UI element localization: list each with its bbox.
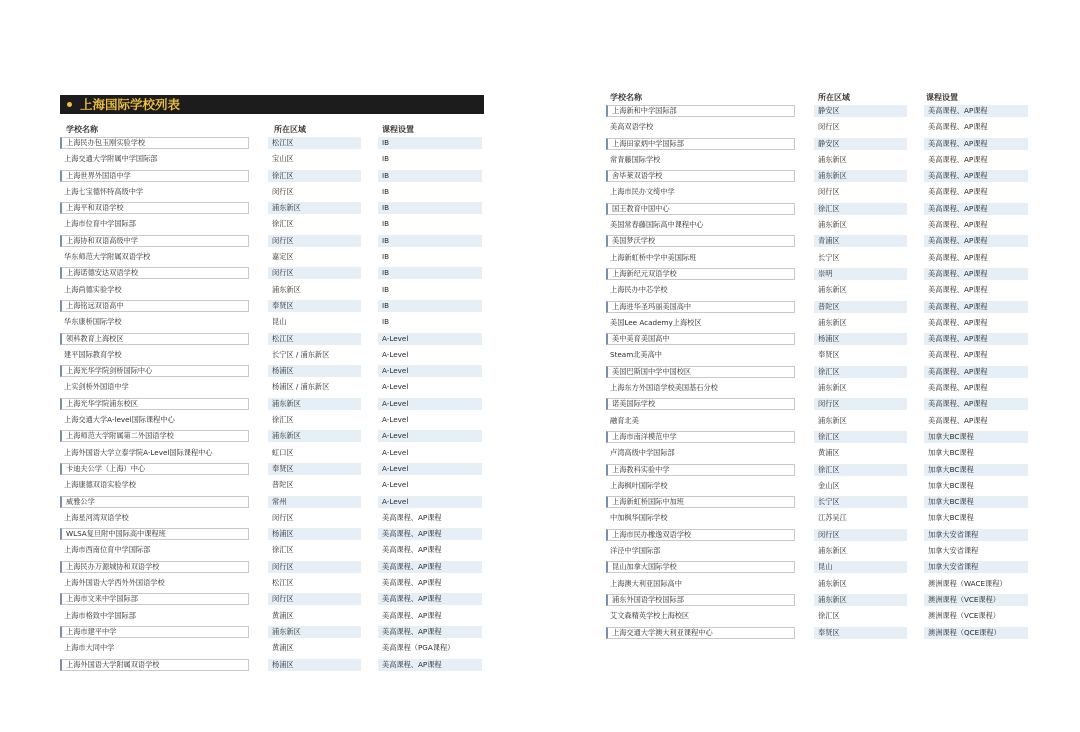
school-name: 上海新虹桥中学中美国际班	[610, 252, 697, 262]
school-course: A-Level	[382, 447, 409, 457]
left-header-row	[60, 124, 484, 136]
table-row	[606, 104, 1030, 120]
table-row	[60, 332, 484, 348]
table-row	[60, 364, 484, 380]
school-area: 浦东新区	[818, 546, 847, 556]
school-course: 美高课程、AP课程	[924, 105, 1028, 117]
school-course: IB	[382, 154, 390, 164]
school-course: 加拿大BC课程	[924, 464, 1028, 476]
school-course: 美高课程（PGA课程）	[382, 643, 455, 653]
table-row	[60, 641, 484, 657]
school-course: 美高课程、AP课程	[928, 187, 988, 197]
school-course: 加拿大BC课程	[928, 513, 974, 523]
school-area: 松江区	[268, 333, 361, 345]
school-name: 上海市格致中学国际部	[64, 610, 136, 620]
table-row	[60, 397, 484, 413]
school-name: 上海市大同中学	[64, 643, 115, 653]
school-name: 上海市建平中学	[60, 626, 249, 638]
table-row	[60, 217, 484, 233]
table-row	[60, 576, 484, 592]
school-area: 虹口区	[272, 447, 294, 457]
school-area: 闵行区	[814, 398, 907, 410]
table-row	[606, 251, 1030, 267]
table-row	[606, 137, 1030, 153]
right-rows	[606, 104, 1030, 642]
school-area: 闵行区	[818, 187, 840, 197]
school-course: 美高课程、AP课程	[928, 122, 988, 132]
school-area: 奉贤区	[268, 463, 361, 475]
school-name: 上海世界外国语中学	[60, 170, 249, 182]
school-area: 闵行区	[268, 593, 361, 605]
school-course: A-Level	[378, 398, 482, 410]
school-name: 上实剑桥外国语中学	[64, 382, 129, 392]
table-row	[606, 381, 1030, 397]
school-area: 闵行区	[268, 267, 361, 279]
school-name: 威雅公学	[60, 496, 249, 508]
school-name: 洋泾中学国际部	[610, 546, 661, 556]
table-row	[60, 299, 484, 315]
school-area: 浦东新区	[818, 154, 847, 164]
school-name: 上海康德双语实验学校	[64, 480, 136, 490]
header-course: 课程设置	[926, 93, 958, 102]
table-row	[606, 626, 1030, 642]
school-name: 上海民办包玉刚实验学校	[60, 137, 249, 149]
school-course: A-Level	[382, 480, 409, 490]
school-area: 崇明	[814, 268, 907, 280]
school-name: 美国巴斯国中学中国校区	[606, 366, 795, 378]
school-course: 美高课程、AP课程	[928, 317, 988, 327]
list-title-bar	[60, 95, 484, 114]
school-course: A-Level	[378, 333, 482, 345]
school-area: 闵行区	[268, 235, 361, 247]
header-area: 所在区域	[274, 125, 306, 134]
school-name: 上海外国语大学西外外国语学校	[64, 578, 165, 588]
school-course: IB	[378, 202, 482, 214]
list-title: 上海国际学校列表	[80, 97, 181, 112]
school-area: 浦东新区	[814, 170, 907, 182]
school-name: 领科教育上海校区	[60, 333, 249, 345]
school-area: 黄浦区	[818, 448, 840, 458]
school-name: 上海外国语大学立泰学院A-Level国际课程中心	[64, 447, 213, 457]
school-area: 浦东新区	[814, 594, 907, 606]
table-row	[606, 120, 1030, 136]
table-row	[606, 560, 1030, 576]
school-course: 美高课程、AP课程	[378, 626, 482, 638]
school-course: IB	[378, 267, 482, 279]
school-course: IB	[378, 137, 482, 149]
table-row	[606, 528, 1030, 544]
school-name: 上海铭远双语高中	[60, 300, 249, 312]
header-school-name: 学校名称	[66, 125, 98, 134]
school-name: 上海民办万源城协和双语学校	[60, 561, 249, 573]
school-name: 上海市位育中学国际部	[64, 219, 136, 229]
bullet-dot-icon	[67, 102, 72, 107]
school-course: 美高课程、AP课程	[928, 285, 988, 295]
school-area: 浦东新区	[818, 285, 847, 295]
school-area: 普陀区	[814, 301, 907, 313]
school-name: 上海新纪元双语学校	[606, 268, 795, 280]
table-row	[606, 202, 1030, 218]
school-course: 美高课程、AP课程	[378, 593, 482, 605]
school-course: IB	[382, 317, 390, 327]
school-name: 建平国际教育学校	[64, 349, 122, 359]
school-name: 常青藤国际学校	[610, 154, 661, 164]
school-course: IB	[382, 186, 390, 196]
school-name: 上海市文来中学国际部	[60, 593, 249, 605]
right-header-row	[606, 92, 1030, 104]
school-name: Steam北美高中	[610, 350, 662, 360]
school-name: 中加枫华国际学校	[610, 513, 668, 523]
table-row	[60, 658, 484, 674]
school-name: 舍毕莱双语学校	[606, 170, 795, 182]
school-course: 美高课程、AP课程	[928, 154, 988, 164]
school-area: 浦东新区	[818, 415, 847, 425]
school-course: 美高课程、AP课程	[924, 301, 1028, 313]
school-area: 长宁区	[818, 252, 840, 262]
table-row	[60, 429, 484, 445]
school-area: 青浦区	[814, 235, 907, 247]
school-name: 上海市民办文绮中学	[610, 187, 675, 197]
school-name: 上海新和中学国际部	[606, 105, 795, 117]
school-course: 美高课程、AP课程	[378, 561, 482, 573]
school-name: 上海交通大学附属中学国际部	[64, 154, 158, 164]
table-row	[606, 446, 1030, 462]
school-area: 徐汇区	[272, 219, 294, 229]
school-name: 上海外国语大学附属双语学校	[60, 659, 249, 671]
school-name: 融育北美	[610, 415, 639, 425]
header-school-name: 学校名称	[610, 93, 642, 102]
school-area: 杨浦区	[268, 659, 361, 671]
school-course: 澳洲课程（VCE课程）	[924, 594, 1028, 606]
table-row	[606, 463, 1030, 479]
school-name: 上海平和双语学校	[60, 202, 249, 214]
table-row	[60, 380, 484, 396]
table-row	[606, 234, 1030, 250]
school-course: 美高课程、AP课程	[928, 415, 988, 425]
school-area: 徐汇区	[272, 415, 294, 425]
table-row	[60, 201, 484, 217]
school-area: 浦东新区	[818, 220, 847, 230]
school-name: 上海民办中芯学校	[610, 285, 668, 295]
school-course: 加拿大安省课程	[928, 546, 979, 556]
table-row	[60, 136, 484, 152]
school-course: A-Level	[382, 382, 409, 392]
school-name: WLSA复旦附中国际高中课程班	[60, 528, 249, 540]
school-name: 上海市西南位育中学国际部	[64, 545, 151, 555]
table-row	[606, 300, 1030, 316]
table-row	[60, 446, 484, 462]
school-course: IB	[382, 252, 390, 262]
school-area: 黄浦区	[272, 643, 294, 653]
school-name: 上海师范大学附属第二外国语学校	[60, 430, 249, 442]
table-row	[606, 544, 1030, 560]
school-course: 美高课程、AP课程	[382, 578, 442, 588]
table-row	[606, 365, 1030, 381]
school-name: 昆山加拿大国际学校	[606, 561, 795, 573]
school-area: 闵行区	[818, 122, 840, 132]
school-area: 松江区	[268, 137, 361, 149]
school-name: 上海澳大利亚国际高中	[610, 578, 682, 588]
school-course: IB	[382, 219, 390, 229]
school-area: 杨浦区 / 浦东新区	[272, 382, 330, 392]
school-course: 加拿大BC课程	[928, 480, 974, 490]
school-name: 国王教育中国中心	[606, 203, 795, 215]
table-row	[606, 153, 1030, 169]
table-row	[606, 511, 1030, 527]
school-area: 徐汇区	[272, 545, 294, 555]
school-area: 浦东新区	[818, 317, 847, 327]
school-name: 美国常春藤国际高中课程中心	[610, 220, 704, 230]
school-course: 加拿大BC课程	[924, 431, 1028, 443]
school-area: 昆山	[272, 317, 287, 327]
school-course: 美高课程、AP课程	[924, 203, 1028, 215]
table-row	[60, 511, 484, 527]
table-row	[60, 609, 484, 625]
school-area: 浦东新区	[268, 202, 361, 214]
school-area: 浦东新区	[268, 626, 361, 638]
school-course: 澳洲课程（QCE课程）	[924, 627, 1028, 639]
school-course: 美高课程、AP课程	[382, 512, 442, 522]
school-name: 美中美育美国高中	[606, 333, 795, 345]
right-table	[606, 92, 1030, 642]
school-area: 浦东新区	[268, 430, 361, 442]
school-area: 徐汇区	[818, 611, 840, 621]
school-name: 诺美国际学校	[606, 398, 795, 410]
table-row	[60, 169, 484, 185]
left-rows	[60, 136, 484, 674]
school-area: 徐汇区	[814, 464, 907, 476]
school-area: 常州	[268, 496, 361, 508]
school-name: 卡迪夫公学（上海）中心	[60, 463, 249, 475]
school-course: A-Level	[382, 349, 409, 359]
table-row	[60, 152, 484, 168]
school-name: 美国Lee Academy上海校区	[610, 317, 702, 327]
table-row	[606, 479, 1030, 495]
table-row	[606, 414, 1030, 430]
school-course: IB	[378, 235, 482, 247]
table-row	[606, 185, 1030, 201]
school-area: 金山区	[818, 480, 840, 490]
school-area: 静安区	[814, 105, 907, 117]
table-row	[60, 348, 484, 364]
school-name: 华东师范大学附属双语学校	[64, 252, 151, 262]
school-name: 美国梦沃学校	[606, 235, 795, 247]
school-area: 闵行区	[272, 186, 294, 196]
school-area: 宝山区	[272, 154, 294, 164]
school-area: 奉贤区	[268, 300, 361, 312]
school-name: 上海枫叶国际学校	[610, 480, 668, 490]
school-course: A-Level	[378, 496, 482, 508]
school-course: 美高课程、AP课程	[928, 383, 988, 393]
school-course: 美高课程、AP课程	[924, 268, 1028, 280]
left-table	[60, 95, 484, 674]
school-course: 美高课程、AP课程	[378, 659, 482, 671]
school-area: 杨浦区	[268, 365, 361, 377]
table-row	[606, 609, 1030, 625]
school-course: 美高课程、AP课程	[382, 545, 442, 555]
school-area: 昆山	[814, 561, 907, 573]
school-name: 上海交通大学澳大利亚课程中心	[606, 627, 795, 639]
school-name: 上海光华学院剑桥国际中心	[60, 365, 249, 377]
school-area: 普陀区	[272, 480, 294, 490]
table-row	[606, 332, 1030, 348]
school-course: 美高课程、AP课程	[924, 138, 1028, 150]
school-area: 徐汇区	[268, 170, 361, 182]
table-row	[60, 478, 484, 494]
school-course: 美高课程、AP课程	[928, 252, 988, 262]
school-area: 浦东新区	[272, 284, 301, 294]
school-course: A-Level	[382, 415, 409, 425]
school-area: 静安区	[814, 138, 907, 150]
table-row	[606, 267, 1030, 283]
table-row	[606, 577, 1030, 593]
school-name: 上海市民办橡逸双语学校	[606, 529, 795, 541]
school-course: 加拿大BC课程	[924, 496, 1028, 508]
school-course: 美高课程、AP课程	[928, 350, 988, 360]
table-row	[606, 397, 1030, 413]
school-area: 杨浦区	[268, 528, 361, 540]
table-row	[60, 413, 484, 429]
school-area: 黄浦区	[272, 610, 294, 620]
header-area: 所在区域	[818, 93, 850, 102]
school-name: 上海田家炳中学国际部	[606, 138, 795, 150]
table-row	[60, 560, 484, 576]
school-area: 嘉定区	[272, 252, 294, 262]
school-course: 加拿大安省课程	[924, 529, 1028, 541]
table-row	[606, 283, 1030, 299]
school-area: 徐汇区	[814, 203, 907, 215]
school-name: 上海七宝德怀特高级中学	[64, 186, 144, 196]
school-name: 上海星河湾双语学校	[64, 512, 129, 522]
school-name: 上海协和双语高级中学	[60, 235, 249, 247]
school-area: 浦东新区	[818, 383, 847, 393]
school-name: 上海进华圣玛丽美国高中	[606, 301, 795, 313]
school-course: 美高课程、AP课程	[924, 398, 1028, 410]
school-area: 闵行区	[814, 529, 907, 541]
school-name: 华东康桥国际学校	[64, 317, 122, 327]
school-area: 长宁区	[814, 496, 907, 508]
school-course: 加拿大BC课程	[928, 448, 974, 458]
school-area: 徐汇区	[814, 431, 907, 443]
school-area: 奉贤区	[814, 627, 907, 639]
table-row	[60, 234, 484, 250]
header-course: 课程设置	[382, 125, 414, 134]
school-name: 上海新虹桥国际中加班	[606, 496, 795, 508]
school-course: 美高课程、AP课程	[378, 528, 482, 540]
school-area: 徐汇区	[814, 366, 907, 378]
school-course: 澳洲课程（WACE课程）	[928, 578, 1007, 588]
school-name: 美高双语学校	[610, 122, 654, 132]
table-row	[60, 266, 484, 282]
school-area: 闵行区	[272, 512, 294, 522]
school-course: 澳洲课程（VCE课程）	[928, 611, 1000, 621]
table-row	[606, 348, 1030, 364]
school-area: 松江区	[272, 578, 294, 588]
school-area: 闵行区	[268, 561, 361, 573]
table-row	[606, 316, 1030, 332]
school-area: 浦东新区	[268, 398, 361, 410]
school-course: A-Level	[378, 430, 482, 442]
school-course: 美高课程、AP课程	[928, 220, 988, 230]
school-name: 上海交通大学A-level国际课程中心	[64, 415, 175, 425]
school-area: 杨浦区	[814, 333, 907, 345]
school-name: 浦东外国语学校国际部	[606, 594, 795, 606]
school-course: 美高课程、AP课程	[924, 366, 1028, 378]
school-course: 美高课程、AP课程	[924, 170, 1028, 182]
table-row	[60, 527, 484, 543]
table-row	[60, 462, 484, 478]
table-row	[60, 592, 484, 608]
school-area: 长宁区 / 浦东新区	[272, 349, 330, 359]
table-row	[606, 218, 1030, 234]
school-course: IB	[378, 300, 482, 312]
school-course: A-Level	[378, 463, 482, 475]
school-name: 上海市南洋模范中学	[606, 431, 795, 443]
school-course: IB	[382, 284, 390, 294]
table-row	[606, 169, 1030, 185]
school-course: 美高课程、AP课程	[924, 333, 1028, 345]
school-area: 浦东新区	[818, 578, 847, 588]
school-name: 上海东方外国语学校美国基石分校	[610, 383, 718, 393]
school-name: 艾文森精英学校上海校区	[610, 611, 690, 621]
school-area: 江苏吴江	[818, 513, 847, 523]
table-row	[606, 495, 1030, 511]
school-name: 上海教科实验中学	[606, 464, 795, 476]
school-area: 奉贤区	[818, 350, 840, 360]
table-row	[60, 543, 484, 559]
school-name: 卢湾高级中学国际部	[610, 448, 675, 458]
school-course: A-Level	[378, 365, 482, 377]
table-row	[60, 185, 484, 201]
table-row	[60, 625, 484, 641]
table-row	[606, 430, 1030, 446]
school-name: 上海尚德实验学校	[64, 284, 122, 294]
school-name: 上海诺德安达双语学校	[60, 267, 249, 279]
table-row	[60, 495, 484, 511]
school-course: 美高课程、AP课程	[382, 610, 442, 620]
table-row	[606, 593, 1030, 609]
school-course: 美高课程、AP课程	[924, 235, 1028, 247]
table-row	[60, 315, 484, 331]
school-name: 上海光华学院浦东校区	[60, 398, 249, 410]
school-course: 加拿大安省课程	[924, 561, 1028, 573]
table-row	[60, 250, 484, 266]
school-course: IB	[378, 170, 482, 182]
table-row	[60, 283, 484, 299]
